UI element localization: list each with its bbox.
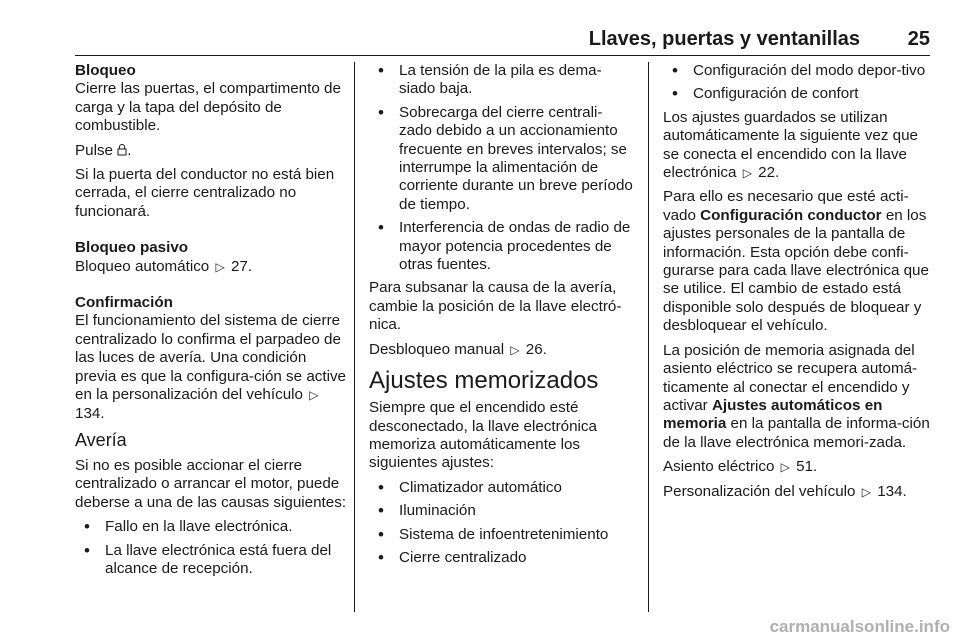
text: en los ajustes personales de la pantalla de información. Esta opción debe confi-gurarse para cada llave electrónica que se utilice. El cambio de estado está disponible solo después de bloquear y desbloquear el vehículo.: [663, 206, 929, 335]
list-item: • Cierre centralizado: [369, 549, 634, 567]
paragraph: [75, 312, 347, 422]
paragraph: [663, 483, 931, 501]
paragraph: Cierre las puertas, el compartimento de carga y la tapa del depósito de combustible.: [75, 80, 341, 135]
bullet-list: [75, 518, 347, 578]
list-item: • Sistema de infoentretenimiento: [369, 526, 634, 544]
page-ref-link[interactable]: 26.: [525, 340, 547, 358]
section-title-averia: Avería: [75, 429, 127, 450]
page-ref-link[interactable]: 51.: [796, 458, 818, 476]
section-title-confirmacion: Confirmación: [75, 294, 173, 312]
list-item: • Interferencia de ondas de radio de mayor potencia procedentes de otras fuentes.: [369, 219, 634, 274]
paragraph: Si la puerta del conductor no está bien cerrada, el cierre centralizado no funcionará.: [75, 166, 335, 220]
list-item: • Climatizador automático: [369, 479, 634, 497]
column-divider: [354, 62, 355, 612]
section-title-bloqueo: Bloqueo: [75, 62, 136, 79]
text: .: [127, 141, 132, 159]
text: La posición de memoria asignada del asiento eléctrico se recupera automá-ticamente al conectar el encendido y activar: [663, 341, 918, 414]
page-number: 25: [907, 28, 930, 50]
menu-term: Ajustes automáticos en memoria: [663, 396, 883, 433]
column-1: [75, 62, 347, 583]
page-ref-link[interactable]: 134.: [75, 404, 105, 422]
paragraph: [369, 341, 634, 359]
page-ref-link[interactable]: 27.: [230, 257, 253, 275]
list-item: • Configuración del modo depor-tivo: [663, 62, 931, 80]
menu-term: Configuración conductor: [700, 206, 882, 224]
paragraph: [75, 258, 347, 276]
paragraph: [663, 109, 931, 183]
list-item: • Iluminación: [369, 502, 634, 520]
watermark: carmanualsonline.info: [769, 617, 950, 636]
header-rule: [75, 55, 930, 56]
page-ref-arrow-icon: ▷: [215, 259, 225, 274]
page-ref-arrow-icon: ▷: [510, 342, 520, 357]
page-ref-link[interactable]: 22.: [758, 164, 780, 182]
list-item: • Sobrecarga del cierre centrali-zado debido a un accionamiento frecuente en breves intervalos; se interrumpe la alimentación de corriente durante un breve período de tiempo.: [369, 104, 634, 214]
column-3: [663, 62, 931, 507]
column-2: [369, 62, 634, 572]
page-ref-arrow-icon: ▷: [309, 388, 319, 403]
paragraph: Siempre que el encendido esté desconectado, la llave electrónica memoriza automáticamente los siguientes ajustes:: [369, 399, 597, 472]
list-item: • La llave electrónica está fuera del alcance de recepción.: [75, 542, 347, 579]
paragraph: [75, 142, 347, 160]
page-header-title: Llaves, puertas y ventanillas: [588, 28, 860, 50]
paragraph: Para subsanar la causa de la avería, cambie la posición de la llave electró-nica.: [369, 279, 622, 334]
page-ref-arrow-icon: ▷: [780, 460, 790, 475]
page-ref-link[interactable]: 134.: [877, 482, 907, 500]
page-ref-arrow-icon: ▷: [861, 484, 871, 499]
paragraph: [663, 188, 931, 335]
section-title-bloqueo-pasivo: Bloqueo pasivo: [75, 239, 189, 257]
paragraph: Si no es posible accionar el cierre centralizado o arrancar el motor, puede deberse a una de las causas siguientes:: [75, 456, 347, 511]
list-item: • Configuración de confort: [663, 85, 931, 103]
list-item: • Fallo en la llave electrónica.: [75, 518, 347, 536]
text: Desbloqueo manual: [369, 340, 505, 358]
text: Pulse: [75, 141, 113, 159]
section-title-ajustes-memorizados: Ajustes memorizados: [369, 367, 599, 395]
paragraph: [663, 458, 931, 476]
lock-icon: [117, 143, 127, 156]
bullet-list: [663, 62, 931, 104]
bullet-list: [369, 479, 634, 568]
text: Personalización del vehículo: [663, 482, 856, 500]
page-ref-arrow-icon: ▷: [742, 166, 752, 181]
text: Para ello es necesario que esté acti-vado: [663, 188, 909, 224]
text: El funcionamiento del sistema de cierre centralizado lo confirma el parpadeo de las luces de avería. Una condición previa es que la configura-ción se active en la personalización del vehículo: [75, 312, 346, 404]
text: Asiento eléctrico: [663, 458, 775, 476]
column-divider: [648, 62, 649, 612]
bullet-list: [369, 62, 634, 274]
text: Los ajustes guardados se utilizan automáticamente la siguiente vez que se conecta el encendido con la llave electrónica: [663, 108, 918, 182]
list-item: • La tensión de la pila es dema-siado baja.: [369, 62, 634, 99]
paragraph: [663, 342, 931, 452]
text: en la pantalla de informa-ción de la llave electrónica memori-zada.: [663, 415, 930, 451]
text: Bloqueo automático: [75, 257, 210, 275]
